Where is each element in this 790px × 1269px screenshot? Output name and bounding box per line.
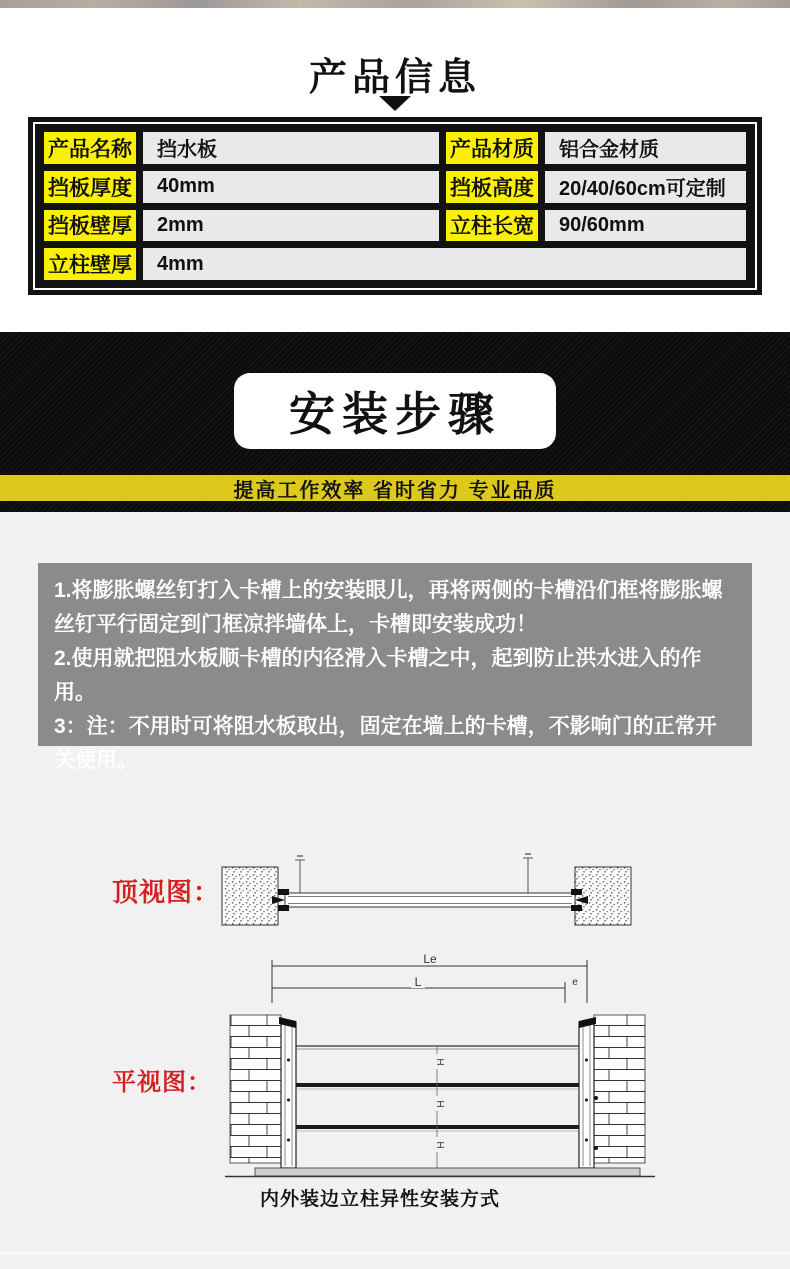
- top-view-label: 顶视图：: [112, 877, 221, 907]
- front-view-drawing: [105, 948, 665, 1183]
- spec-table: [28, 117, 762, 295]
- triangle-down-icon: [379, 96, 411, 111]
- spec-value: 90/60mm: [545, 210, 746, 242]
- dim-h-label: H: [434, 1141, 445, 1149]
- install-step: 1.将膨胀螺丝钉打入卡槽上的安装眼儿，再将两侧的卡槽沿们框将膨胀螺丝钉平行固定到门框凉拌墙体上，卡槽即安装成功！: [54, 579, 723, 636]
- spec-value: 2mm: [143, 210, 439, 242]
- install-instructions: [38, 563, 752, 772]
- spec-value: 40mm: [143, 171, 439, 203]
- top-view-drawing: [105, 845, 665, 945]
- install-step: 3：注：不用时可将阻水板取出，固定在墙上的卡槽，不影响门的正常开关使用。: [54, 715, 717, 772]
- dim-e-label: e: [572, 977, 578, 988]
- spec-label: 立柱长宽: [446, 210, 538, 242]
- tagline-band: 提高工作效率 省时省力 专业品质: [0, 475, 790, 501]
- dim-h-label: H: [434, 1058, 445, 1066]
- install-title-box: 安装步骤: [234, 373, 556, 449]
- front-view-label: 平视图：: [112, 1069, 212, 1096]
- dim-le-label: Le: [423, 952, 437, 966]
- spec-label: 挡板高度: [446, 171, 538, 203]
- spec-table-inner: [33, 122, 757, 290]
- spec-label: 立柱壁厚: [44, 248, 136, 280]
- spec-value: 挡水板: [143, 132, 439, 164]
- spec-label: 产品材质: [446, 132, 538, 164]
- spec-label: 挡板壁厚: [44, 210, 136, 242]
- spec-value: 20/40/60cm可定制: [545, 171, 746, 203]
- spec-value: 4mm: [143, 248, 746, 280]
- dim-h-label: H: [434, 1100, 445, 1108]
- spec-label: 挡板厚度: [44, 171, 136, 203]
- dim-l-label: L: [414, 975, 422, 989]
- page-title: 产品信息: [308, 57, 481, 99]
- install-step: 2.使用就把阻水板顺卡槽的内径滑入卡槽之中，起到防止洪水进入的作用。: [54, 647, 702, 704]
- install-banner-section: [0, 332, 790, 512]
- spec-value: 铝合金材质: [545, 132, 746, 164]
- footer-divider: [0, 1252, 790, 1255]
- spec-label: 产品名称: [44, 132, 136, 164]
- diagram-caption: 内外装边立柱异性安装方式: [259, 1189, 500, 1210]
- top-decorative-strip: [0, 0, 790, 8]
